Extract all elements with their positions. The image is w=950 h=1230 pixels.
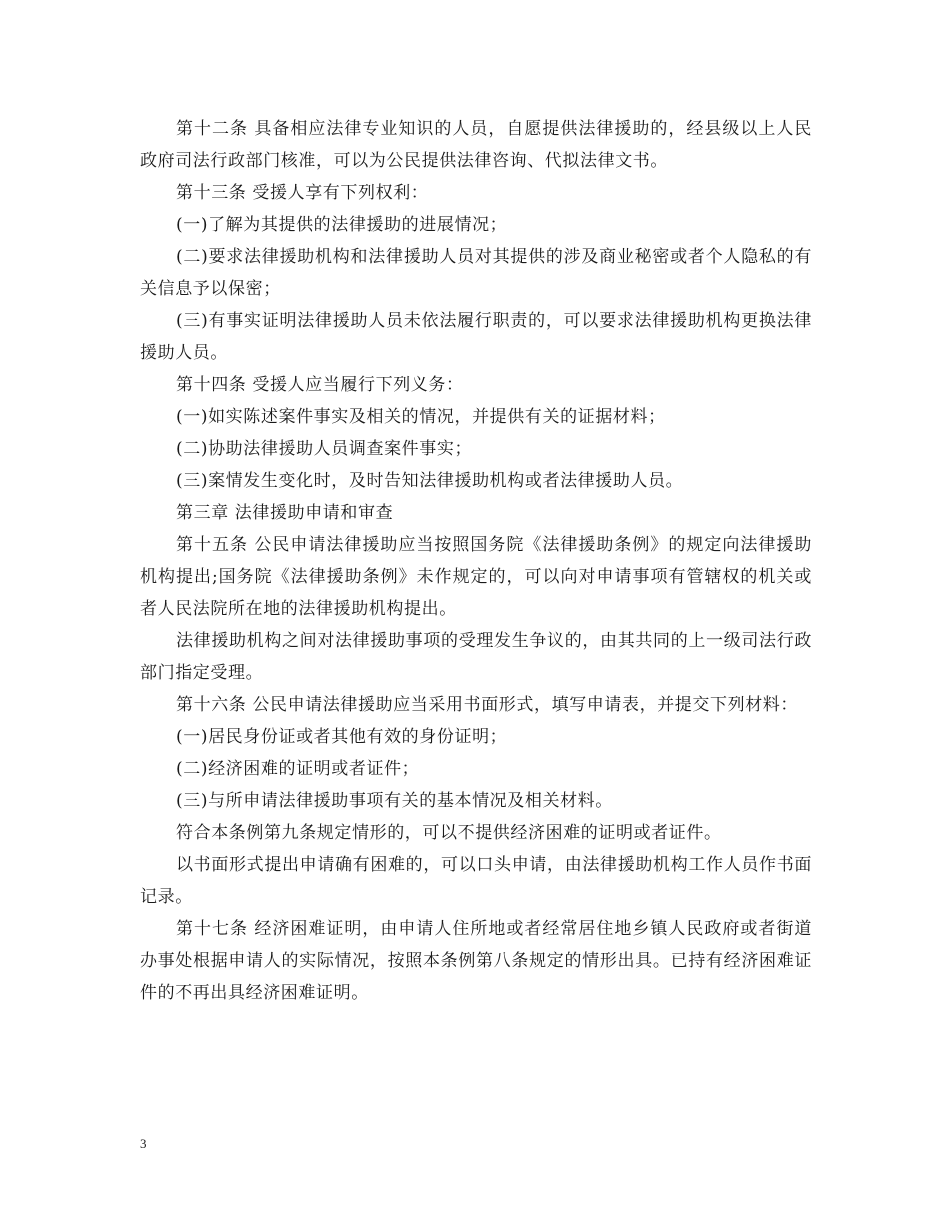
document-body — [140, 113, 812, 1009]
chapter-heading: 第三章 法律援助申请和审查 — [176, 503, 394, 523]
paragraph: 第十五条 公民申请法律援助应当按照国务院《法律援助条例》的规定向法律援助机构提出;国务院《法律援助条例》未作规定的，可以向对申请事项有管辖权的机关或者人民法院所在地的法律援助机构提出。 — [140, 535, 812, 619]
paragraph: (二)要求法律援助机构和法律援助人员对其提供的涉及商业秘密或者个人隐私的有关信息予以保密； — [140, 247, 812, 299]
paragraph: (一)了解为其提供的法律援助的进展情况； — [176, 215, 508, 235]
paragraph: 第十二条 具备相应法律专业知识的人员，自愿提供法律援助的，经县级以上人民政府司法行政部门核准，可以为公民提供法律咨询、代拟法律文书。 — [140, 119, 812, 171]
paragraph: 第十四条 受援人应当履行下列义务： — [176, 375, 464, 395]
paragraph: 第十七条 经济困难证明，由申请人住所地或者经常居住地乡镇人民政府或者街道办事处根据申请人的实际情况，按照本条例第八条规定的情形出具。已持有经济困难证件的不再出具经济困难证明。 — [140, 919, 812, 1003]
paragraph: 符合本条例第九条规定情形的，可以不提供经济困难的证明或者证件。 — [176, 823, 722, 843]
paragraph: (一)居民身份证或者其他有效的身份证明； — [176, 727, 508, 747]
paragraph: (三)与所申请法律援助事项有关的基本情况及相关材料。 — [176, 791, 613, 811]
paragraph: (一)如实陈述案件事实及相关的情况，并提供有关的证据材料； — [176, 407, 666, 427]
paragraph: (二)经济困难的证明或者证件； — [176, 759, 420, 779]
paragraph: 法律援助机构之间对法律援助事项的受理发生争议的，由其共同的上一级司法行政部门指定受理。 — [140, 631, 812, 683]
paragraph: 第十三条 受援人享有下列权利： — [176, 183, 429, 203]
page-number: 3 — [140, 1136, 147, 1151]
paragraph: 以书面形式提出申请确有困难的，可以口头申请，由法律援助机构工作人员作书面记录。 — [140, 855, 812, 907]
paragraph: (二)协助法律援助人员调查案件事实； — [176, 439, 473, 459]
paragraph: 第十六条 公民申请法律援助应当采用书面形式，填写申请表，并提交下列材料： — [176, 695, 799, 715]
paragraph: (三)案情发生变化时，及时告知法律援助机构或者法律援助人员。 — [176, 471, 684, 491]
paragraph: (三)有事实证明法律援助人员未依法履行职责的，可以要求法律援助机构更换法律援助人员。 — [140, 311, 812, 363]
